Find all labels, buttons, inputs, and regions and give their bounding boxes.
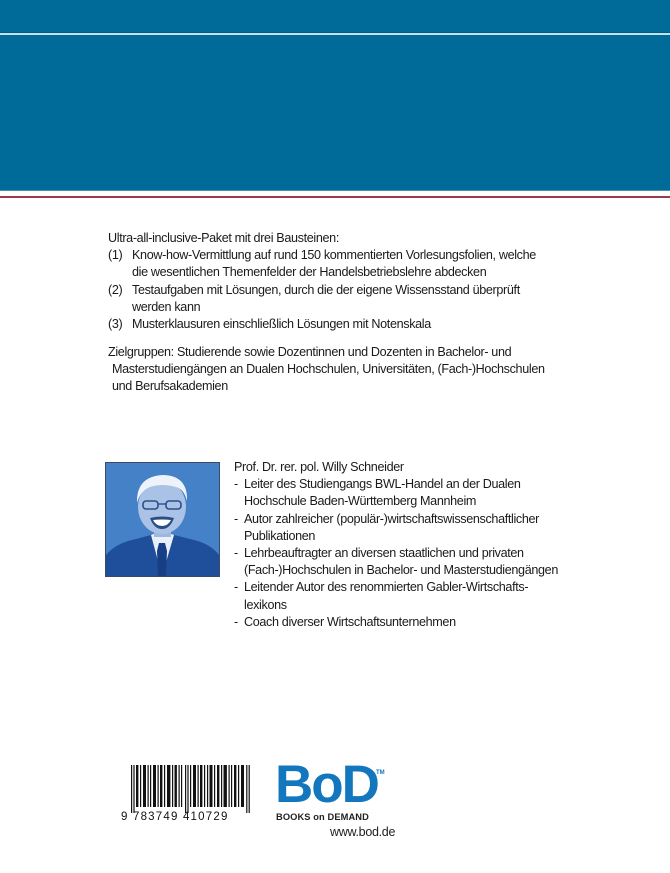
dash-bullet: - (234, 511, 238, 526)
bio-text: Publikationen (244, 528, 316, 543)
item-number: (2) (108, 282, 123, 297)
dash-bullet: - (234, 546, 238, 561)
logo-subtitle: BOOKS on DEMAND (276, 812, 369, 822)
red-divider (0, 196, 670, 198)
package-description (108, 230, 568, 333)
target-groups (108, 344, 568, 396)
bio-text: (Fach-)Hochschulen in Bachelor- und Masterstudiengängen (244, 563, 558, 578)
item-text: werden kann (132, 299, 201, 314)
bio-text: Coach diverser Wirtschaftsunternehmen (244, 614, 456, 629)
author-photo (105, 462, 220, 577)
item-text: Musterklausuren einschließlich Lösungen mit Notenskala (132, 317, 431, 332)
bio-text: lexikons (244, 597, 287, 612)
item-text: Testaufgaben mit Lösungen, durch die der eigene Wissensstand überprüft (132, 282, 520, 297)
bio-item (234, 545, 574, 579)
bio-text: Hochschule Baden-Württemberg Mannheim (244, 494, 477, 509)
dash-bullet: - (234, 477, 238, 492)
isbn-digits: 9 783749 410729 (121, 811, 229, 823)
package-item-2 (108, 282, 568, 316)
package-item-1 (108, 247, 568, 281)
bio-item (234, 579, 574, 613)
bod-logo (275, 755, 385, 827)
author-bio (234, 459, 574, 631)
banner-stripe (0, 32, 670, 35)
dash-bullet: - (234, 580, 238, 595)
item-number: (1) (108, 248, 123, 263)
item-text: die wesentlichen Themenfelder der Handelsbetriebslehre abdecken (132, 265, 487, 280)
target-line: und Berufsakademien (112, 379, 228, 394)
bio-item (234, 614, 574, 631)
bio-text: Autor zahlreicher (populär-)wirtschaftswissenschaftlicher (244, 511, 540, 526)
publisher-website: www.bod.de (330, 825, 396, 839)
bio-text: Leitender Autor des renommierten Gabler-Wirtschafts- (244, 580, 529, 595)
bio-item (234, 511, 574, 545)
isbn-barcode (121, 765, 261, 825)
dash-bullet: - (234, 614, 238, 629)
item-number: (3) (108, 317, 123, 332)
trademark-mark: TM (376, 770, 385, 776)
package-heading: Ultra-all-inclusive-Paket mit drei Bausteinen: (108, 231, 339, 245)
cover-banner (0, 0, 670, 191)
target-line: Zielgruppen: Studierende sowie Dozentinnen und Dozenten in Bachelor- und (108, 345, 512, 359)
author-name: Prof. Dr. rer. pol. Willy Schneider (234, 460, 404, 474)
barcode-icon (131, 765, 251, 813)
author-portrait-icon (106, 463, 219, 576)
bio-text: Leiter des Studiengangs BWL-Handel an der Dualen (244, 477, 521, 492)
banner-edge (0, 190, 670, 191)
bio-text: Lehrbeauftragter an diversen staatlichen und privaten (244, 546, 524, 561)
logo-wordmark: BoD (275, 755, 378, 814)
item-text: Know-how-Vermittlung auf rund 150 kommentierten Vorlesungsfolien, welche (132, 248, 536, 263)
package-item-3 (108, 316, 568, 333)
bio-item (234, 476, 574, 510)
target-line: Masterstudiengängen an Dualen Hochschulen, Universitäten, (Fach-)Hochschulen (112, 362, 545, 377)
